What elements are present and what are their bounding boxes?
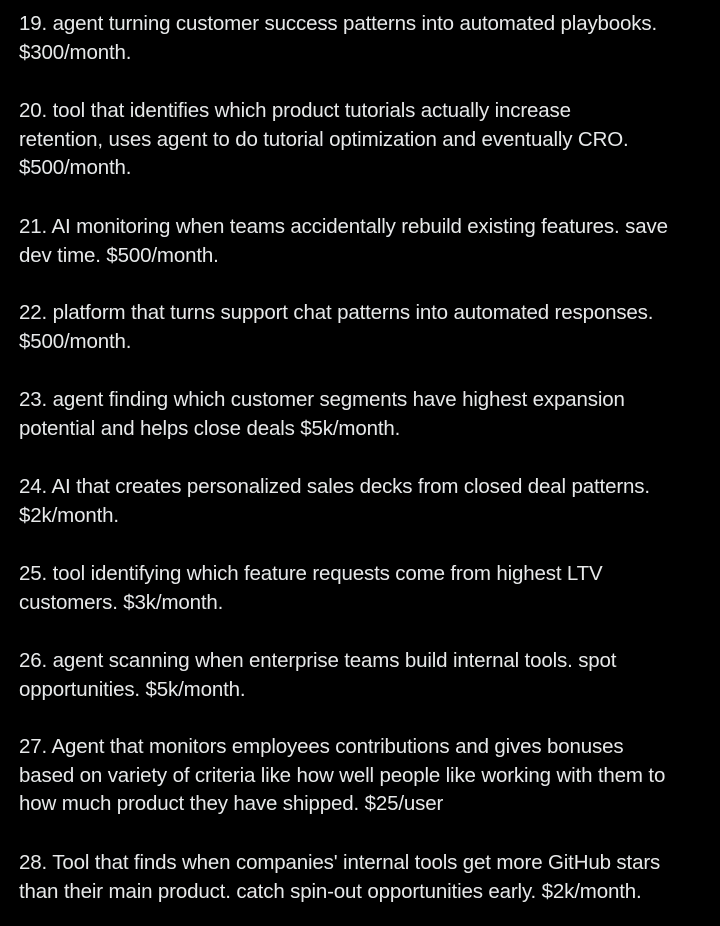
list-item-line: 23. agent finding which customer segments have highest expansion — [19, 388, 625, 411]
list-item-24 — [19, 473, 709, 530]
list-item-27 — [19, 733, 709, 819]
list-item-line: dev time. $500/month. — [19, 243, 219, 267]
list-item-21 — [19, 213, 709, 270]
list-item-line: 20. tool that identifies which product tutorials actually increase — [19, 99, 571, 122]
list-item-line: how much product they have shipped. $25/user — [19, 792, 444, 815]
list-item-line: 21. AI monitoring when teams accidentally rebuild existing features. save — [19, 215, 668, 238]
list-item-line: 26. agent scanning when enterprise teams build internal tools. spot — [19, 649, 617, 672]
list-item-line: than their main product. catch spin-out opportunities early. $2k/month. — [19, 879, 642, 903]
list-item-line: opportunities. $5k/month. — [19, 677, 246, 701]
list-item-line: 27. Agent that monitors employees contributions and gives bonuses — [19, 735, 624, 758]
list-item-line: potential and helps close deals $5k/month. — [19, 416, 401, 440]
list-item-line: $2k/month. — [19, 503, 119, 527]
list-item-line: 22. platform that turns support chat patterns into automated responses. — [19, 301, 654, 324]
list-item-line: 24. AI that creates personalized sales decks from closed deal patterns. — [19, 475, 650, 498]
list-item-line: $500/month. — [19, 156, 132, 179]
list-item-line: based on variety of criteria like how well people like working with them to — [19, 763, 666, 787]
list-item-line: $500/month. — [19, 329, 132, 353]
list-item-line: $300/month. — [19, 40, 132, 64]
list-item-line: 19. agent turning customer success patterns into automated playbooks. — [19, 12, 658, 35]
list-item-line: retention, uses agent to do tutorial optimization and eventually CRO. — [19, 127, 629, 151]
list-item-line: 28. Tool that finds when companies' internal tools get more GitHub stars — [19, 851, 661, 874]
list-item-line: customers. $3k/month. — [19, 590, 224, 614]
list-item-25 — [19, 560, 709, 617]
list-item-line: 25. tool identifying which feature requests come from highest LTV — [19, 562, 603, 585]
list-item-19 — [19, 10, 709, 67]
list-item-23 — [19, 386, 709, 443]
list-item-26 — [19, 647, 709, 704]
list-item-20 — [19, 97, 709, 183]
list-item-22 — [19, 299, 709, 356]
list-item-28 — [19, 849, 709, 906]
